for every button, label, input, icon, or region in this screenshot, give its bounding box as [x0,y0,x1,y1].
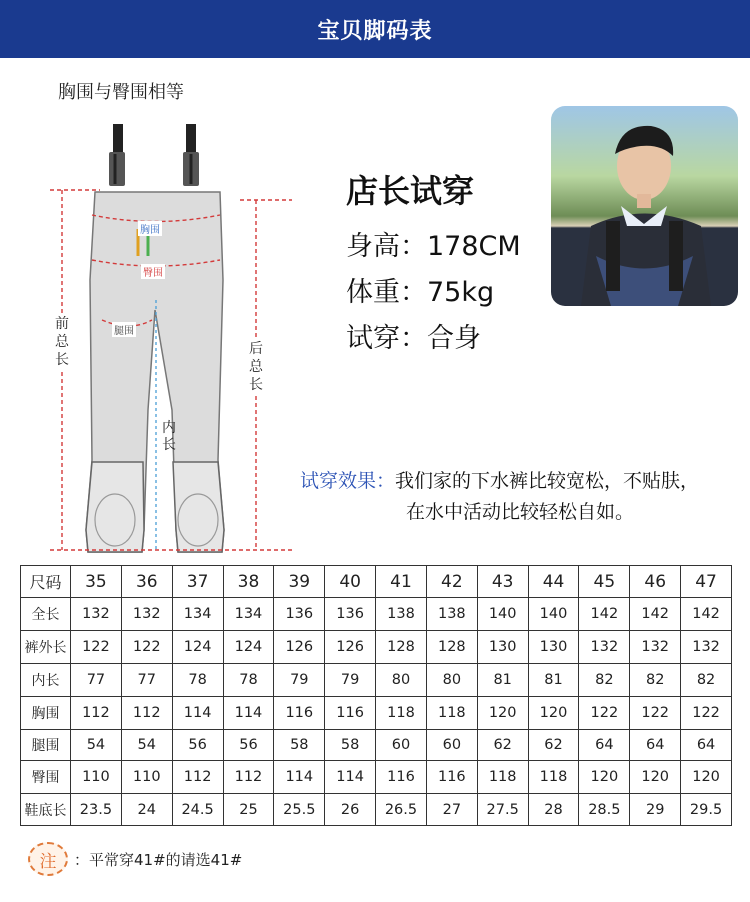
table-cell: 110 [121,761,172,794]
table-cell: 132 [71,598,122,631]
table-cell: 45 [579,566,630,598]
hip-label: 臀围 [141,264,165,279]
table-cell: 142 [579,598,630,631]
table-cell: 64 [681,730,732,761]
table-cell: 132 [121,598,172,631]
size-table [20,565,732,826]
table-cell: 112 [71,697,122,730]
row-header: 鞋底长 [21,794,71,826]
page-title: 宝贝脚码表 [317,18,433,44]
table-cell: 28.5 [579,794,630,826]
note-badge: 注 [28,842,68,876]
model-height: 身高：178CM [346,231,521,262]
table-cell: 54 [121,730,172,761]
row-header: 裤外长 [21,631,71,664]
note-text: ：平常穿41#的请选41# [74,850,243,869]
table-cell: 36 [121,566,172,598]
table-cell: 80 [376,664,427,697]
table-cell: 80 [426,664,477,697]
table-cell: 114 [274,761,325,794]
table-cell: 27.5 [477,794,528,826]
table-cell: 134 [172,598,223,631]
table-cell: 138 [376,598,427,631]
back-length-label: 后 总 长 [244,340,268,394]
table-cell: 132 [681,631,732,664]
table-cell: 130 [477,631,528,664]
model-weight: 体重：75kg [346,277,495,308]
table-cell: 44 [528,566,579,598]
table-cell: 79 [274,664,325,697]
table-cell: 82 [579,664,630,697]
page-header [0,0,750,58]
table-cell: 114 [172,697,223,730]
row-header: 内长 [21,664,71,697]
waders-diagram [40,110,300,560]
fit-effect [300,466,699,528]
table-cell: 56 [172,730,223,761]
table-cell: 110 [71,761,122,794]
table-cell: 62 [528,730,579,761]
table-cell: 132 [630,631,681,664]
table-cell: 79 [325,664,376,697]
table-cell: 126 [274,631,325,664]
table-cell: 136 [274,598,325,631]
diagram-note: 胸围与臀围相等 [58,82,184,103]
table-cell: 47 [681,566,732,598]
fit-effect-line2: 在水中活动比较轻松自如。 [406,501,635,523]
table-cell: 134 [223,598,274,631]
table-cell: 126 [325,631,376,664]
table-cell: 62 [477,730,528,761]
table-cell: 140 [528,598,579,631]
row-header: 胸围 [21,697,71,730]
front-length-label: 前 总 长 [50,315,74,369]
inseam-label: 内 长 [162,420,176,453]
table-cell: 120 [630,761,681,794]
table-cell: 27 [426,794,477,826]
table-cell: 54 [71,730,122,761]
table-cell: 112 [121,697,172,730]
table-cell: 112 [223,761,274,794]
table-row [21,730,732,761]
table-cell: 122 [681,697,732,730]
table-cell: 120 [681,761,732,794]
table-cell: 120 [579,761,630,794]
boot-left [86,462,144,552]
table-cell: 35 [71,566,122,598]
table-cell: 120 [477,697,528,730]
table-cell: 82 [681,664,732,697]
table-cell: 114 [223,697,274,730]
table-cell: 136 [325,598,376,631]
table-cell: 132 [579,631,630,664]
fit-effect-line1: 试穿效果：我们家的下水裤比较宽松，不贴肤， [300,470,700,492]
table-cell: 38 [223,566,274,598]
table-cell: 118 [426,697,477,730]
model-title: 店长试穿 [346,172,475,210]
table-cell: 42 [426,566,477,598]
row-header: 全长 [21,598,71,631]
table-cell: 124 [223,631,274,664]
table-cell: 142 [681,598,732,631]
table-cell: 24.5 [172,794,223,826]
strap-right [183,124,199,186]
table-cell: 142 [630,598,681,631]
table-cell: 122 [121,631,172,664]
table-cell: 140 [477,598,528,631]
row-header: 尺码 [21,566,71,598]
table-cell: 116 [376,761,427,794]
table-cell: 26 [325,794,376,826]
table-cell: 112 [172,761,223,794]
table-cell: 60 [426,730,477,761]
table-cell: 124 [172,631,223,664]
table-cell: 24 [121,794,172,826]
table-cell: 128 [376,631,427,664]
table-cell: 128 [426,631,477,664]
table-cell: 23.5 [71,794,122,826]
table-cell: 58 [274,730,325,761]
table-cell: 120 [528,697,579,730]
table-row [21,761,732,794]
table-row [21,664,732,697]
table-cell: 58 [325,730,376,761]
thigh-label: 腿围 [112,322,136,337]
table-cell: 118 [376,697,427,730]
table-cell: 82 [630,664,681,697]
table-cell: 138 [426,598,477,631]
table-cell: 46 [630,566,681,598]
row-header: 臀围 [21,761,71,794]
table-cell: 37 [172,566,223,598]
table-cell: 28 [528,794,579,826]
table-cell: 77 [121,664,172,697]
model-fit: 试穿：合身 [346,323,481,354]
table-cell: 39 [274,566,325,598]
table-cell: 29.5 [681,794,732,826]
table-cell: 25 [223,794,274,826]
table-row [21,794,732,826]
table-cell: 43 [477,566,528,598]
table-cell: 78 [223,664,274,697]
table-cell: 114 [325,761,376,794]
table-cell: 130 [528,631,579,664]
table-cell: 64 [579,730,630,761]
table-cell: 122 [71,631,122,664]
table-row [21,566,732,598]
table-cell: 122 [630,697,681,730]
row-header: 腿围 [21,730,71,761]
fit-effect-label: 试穿效果： [300,470,396,492]
table-cell: 64 [630,730,681,761]
table-cell: 116 [426,761,477,794]
table-cell: 118 [528,761,579,794]
table-cell: 60 [376,730,427,761]
table-row [21,598,732,631]
model-photo [551,106,738,306]
table-cell: 41 [376,566,427,598]
table-cell: 81 [528,664,579,697]
table-cell: 122 [579,697,630,730]
table-cell: 56 [223,730,274,761]
table-cell: 25.5 [274,794,325,826]
table-cell: 116 [274,697,325,730]
footnote [28,842,242,876]
table-cell: 116 [325,697,376,730]
table-cell: 118 [477,761,528,794]
table-cell: 81 [477,664,528,697]
table-row [21,631,732,664]
table-cell: 40 [325,566,376,598]
table-cell: 78 [172,664,223,697]
table-row [21,697,732,730]
table-cell: 29 [630,794,681,826]
chest-label: 胸围 [138,221,162,236]
table-cell: 77 [71,664,122,697]
table-cell: 26.5 [376,794,427,826]
strap-left [109,124,125,186]
